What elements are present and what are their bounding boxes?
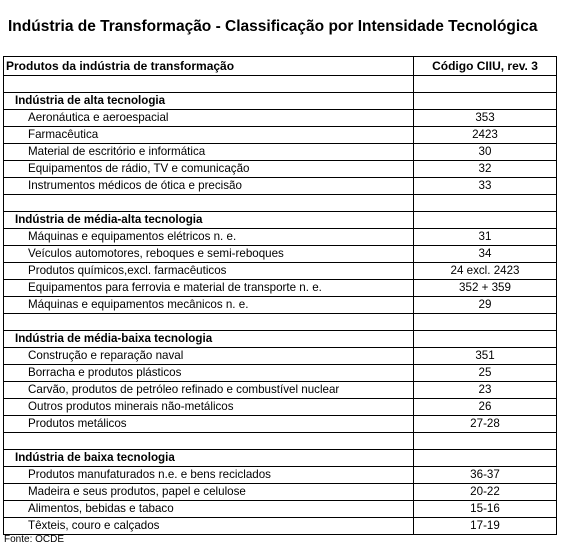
group-name: Indústria de média-alta tecnologia [4,212,414,229]
table-row [4,348,557,365]
table-row [4,518,557,535]
group-name: Indústria de média-baixa tecnologia [4,331,414,348]
product-label: Carvão, produtos de petróleo refinado e combustível nuclear [4,382,414,399]
ciiu-code: 27-28 [414,416,557,433]
group-header-row [4,331,557,348]
group-name: Indústria de baixa tecnologia [4,450,414,467]
ciiu-code: 20-22 [414,484,557,501]
spacer-row [4,314,557,331]
ciiu-code: 17-19 [414,518,557,535]
product-label: Madeira e seus produtos, papel e celulose [4,484,414,501]
ciiu-code: 36-37 [414,467,557,484]
product-label: Instrumentos médicos de ótica e precisão [4,178,414,195]
table-row [4,484,557,501]
table-row [4,382,557,399]
table-row [4,365,557,382]
table-row [4,178,557,195]
product-label: Produtos manufaturados n.e. e bens reciclados [4,467,414,484]
product-label: Farmacêutica [4,127,414,144]
product-label: Equipamentos de rádio, TV e comunicação [4,161,414,178]
table-row [4,501,557,518]
table-row [4,467,557,484]
ciiu-code: 31 [414,229,557,246]
product-label: Construção e reparação naval [4,348,414,365]
product-label: Borracha e produtos plásticos [4,365,414,382]
ciiu-code: 351 [414,348,557,365]
header-code: Código CIIU, rev. 3 [414,57,557,76]
product-label: Máquinas e equipamentos elétricos n. e. [4,229,414,246]
classification-table [3,56,557,535]
ciiu-code: 23 [414,382,557,399]
group-name: Indústria de alta tecnologia [4,93,414,110]
ciiu-code: 15-16 [414,501,557,518]
product-label: Veículos automotores, reboques e semi-reboques [4,246,414,263]
ciiu-code: 25 [414,365,557,382]
ciiu-code: 33 [414,178,557,195]
product-label: Máquinas e equipamentos mecânicos n. e. [4,297,414,314]
product-label: Produtos metálicos [4,416,414,433]
table-row [4,416,557,433]
ciiu-code: 353 [414,110,557,127]
table-row [4,127,557,144]
spacer-row [4,195,557,212]
table-row [4,246,557,263]
table-row [4,161,557,178]
table-row [4,297,557,314]
table-header-row [4,57,557,76]
ciiu-code: 2423 [414,127,557,144]
table-row [4,110,557,127]
table-row [4,229,557,246]
table-row [4,263,557,280]
source-note: Fonte: OCDE [4,534,65,545]
ciiu-code: 32 [414,161,557,178]
product-label: Aeronáutica e aeroespacial [4,110,414,127]
ciiu-code: 30 [414,144,557,161]
product-label: Outros produtos minerais não-metálicos [4,399,414,416]
ciiu-code: 24 excl. 2423 [414,263,557,280]
product-label: Têxteis, couro e calçados [4,518,414,535]
product-label: Produtos químicos,excl. farmacêuticos [4,263,414,280]
spacer-row [4,433,557,450]
table-row [4,280,557,297]
spacer-row [4,76,557,93]
product-label: Equipamentos para ferrovia e material de transporte n. e. [4,280,414,297]
table-row [4,399,557,416]
group-header-row [4,450,557,467]
table-row [4,144,557,161]
ciiu-code: 34 [414,246,557,263]
group-header-row [4,93,557,110]
ciiu-code: 29 [414,297,557,314]
page-title: Indústria de Transformação - Classificação por Intensidade Tecnológica [8,18,538,35]
ciiu-code: 26 [414,399,557,416]
group-header-row [4,212,557,229]
product-label: Alimentos, bebidas e tabaco [4,501,414,518]
ciiu-code: 352 + 359 [414,280,557,297]
product-label: Material de escritório e informática [4,144,414,161]
header-products: Produtos da indústria de transformação [4,57,414,76]
